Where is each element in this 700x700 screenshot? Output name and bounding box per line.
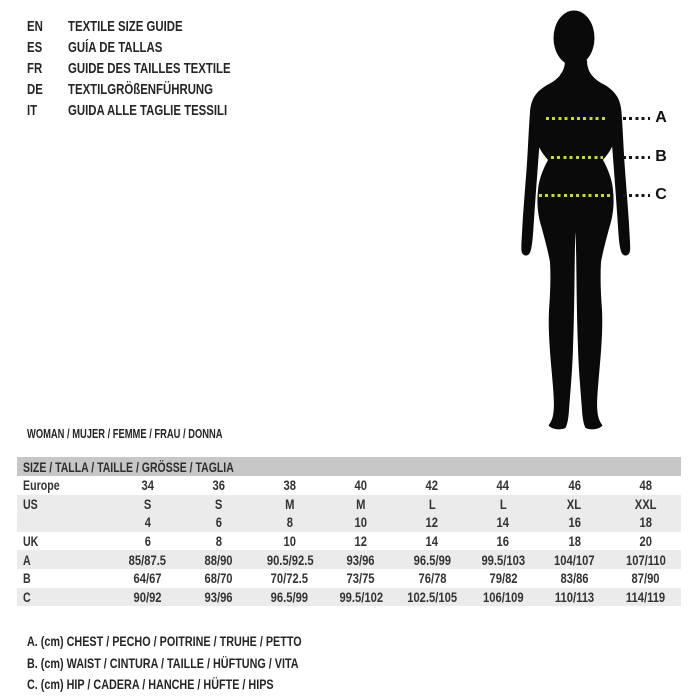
size-cell: 44 bbox=[496, 477, 510, 494]
chest-marker-label: A bbox=[655, 109, 667, 126]
language-code: DE bbox=[27, 81, 43, 98]
guide-title: TEXTILE SIZE GUIDE bbox=[68, 18, 183, 35]
size-cell: 18 bbox=[568, 533, 581, 550]
row-label-cell: C bbox=[23, 588, 31, 605]
size-cell: 18 bbox=[639, 514, 652, 531]
size-cell: 106/109 bbox=[482, 588, 524, 605]
language-row bbox=[27, 16, 282, 37]
row-label-cell: UK bbox=[23, 533, 39, 550]
legend-item-waist: B. (cm) WAIST / CINTURA / TAILLE / HÜFTUNG / VITA bbox=[27, 655, 299, 671]
size-cell: 90.5/92.5 bbox=[266, 551, 314, 568]
size-cell: XXL bbox=[634, 495, 657, 512]
size-cell: 8 bbox=[286, 514, 293, 531]
size-table-header-label: SIZE / TALLA / TAILLE / GRÖSSE / TAGLIA bbox=[23, 458, 234, 475]
size-cell: 42 bbox=[425, 477, 439, 494]
waist-line-extension bbox=[623, 156, 650, 159]
language-code: ES bbox=[27, 39, 43, 56]
size-cell: 38 bbox=[283, 477, 297, 494]
language-row bbox=[27, 100, 282, 121]
table-row-us bbox=[17, 495, 681, 514]
size-cell: 76/78 bbox=[418, 570, 447, 587]
size-cell: 104/107 bbox=[554, 551, 595, 568]
size-cell: 4 bbox=[144, 514, 151, 531]
size-cell: 73/75 bbox=[346, 570, 375, 587]
waist-line-on-body bbox=[551, 156, 603, 159]
legend-item-hip: C. (cm) HIP / CADERA / HANCHE / HÜFTE / HIPS bbox=[27, 676, 274, 692]
measurement-legend bbox=[27, 631, 370, 695]
size-cell: S bbox=[143, 495, 152, 512]
row-label-cell: Europe bbox=[23, 477, 60, 494]
waist-marker-label: B bbox=[655, 148, 667, 165]
section-title: WOMAN / MUJER / FEMME / FRAU / DONNA bbox=[27, 426, 223, 441]
size-cell: 68/70 bbox=[204, 570, 233, 587]
size-cell: 88/90 bbox=[204, 551, 233, 568]
table-row-uk bbox=[17, 532, 681, 551]
size-cell: 14 bbox=[425, 533, 439, 550]
table-row-waist-cm bbox=[17, 569, 681, 588]
hip-marker-label: C bbox=[655, 186, 667, 203]
guide-title: GUÍA DE TALLAS bbox=[68, 39, 163, 56]
size-cell: 114/119 bbox=[625, 588, 666, 605]
size-cell: 40 bbox=[354, 477, 368, 494]
size-cell: 10 bbox=[354, 514, 368, 531]
size-cell: 34 bbox=[141, 477, 154, 494]
language-row bbox=[27, 79, 282, 100]
size-cell: 16 bbox=[496, 533, 510, 550]
language-code: EN bbox=[27, 18, 43, 35]
size-cell: 83/86 bbox=[560, 570, 589, 587]
table-row-chest-cm bbox=[17, 550, 681, 569]
size-cell: L bbox=[499, 495, 507, 512]
legend-item-chest: A. (cm) CHEST / PECHO / POITRINE / TRUHE / PETTO bbox=[27, 634, 302, 650]
chest-line-on-body bbox=[546, 117, 608, 120]
language-code: FR bbox=[27, 60, 43, 77]
size-cell: 87/90 bbox=[631, 570, 660, 587]
row-label-cell: A bbox=[23, 551, 31, 568]
hip-line-extension bbox=[623, 194, 650, 197]
table-row-hip-cm bbox=[17, 588, 681, 607]
size-cell: 79/82 bbox=[489, 570, 518, 587]
size-cell: 99.5/103 bbox=[481, 551, 525, 568]
language-list bbox=[27, 16, 282, 121]
row-label-cell: B bbox=[23, 570, 31, 587]
language-code: IT bbox=[27, 102, 38, 119]
guide-title: GUIDE DES TAILLES TEXTILE bbox=[68, 60, 231, 77]
size-cell: 64/67 bbox=[133, 570, 162, 587]
size-cell: L bbox=[428, 495, 436, 512]
size-cell: 14 bbox=[496, 514, 510, 531]
size-cell: 102.5/105 bbox=[407, 588, 457, 605]
size-cell: M bbox=[356, 495, 366, 512]
chest-line-extension bbox=[623, 117, 650, 120]
size-cell: 12 bbox=[354, 533, 368, 550]
language-row bbox=[27, 37, 282, 58]
size-cell: 10 bbox=[283, 533, 297, 550]
size-cell: 96.5/99 bbox=[413, 551, 451, 568]
size-cell: 12 bbox=[425, 514, 439, 531]
language-row bbox=[27, 58, 282, 79]
size-cell: 8 bbox=[215, 533, 222, 550]
table-row-europe bbox=[17, 476, 681, 495]
size-cell: 110/113 bbox=[554, 588, 594, 605]
size-table-header bbox=[17, 457, 681, 476]
size-cell: 48 bbox=[639, 477, 652, 494]
size-table bbox=[17, 457, 681, 606]
size-cell: 99.5/102 bbox=[339, 588, 383, 605]
size-cell: 36 bbox=[212, 477, 225, 494]
figure-panel bbox=[490, 8, 685, 432]
hip-line-on-body bbox=[539, 194, 613, 197]
size-cell: 6 bbox=[144, 533, 151, 550]
size-cell: 90/92 bbox=[133, 588, 162, 605]
row-label-cell: US bbox=[23, 495, 38, 512]
row-label-cell bbox=[17, 514, 112, 530]
size-cell: 20 bbox=[639, 533, 652, 550]
table-row-us-numeric bbox=[17, 513, 681, 532]
size-cell: XL bbox=[567, 495, 582, 512]
size-cell: 70/72.5 bbox=[271, 570, 309, 587]
size-cell: 93/96 bbox=[346, 551, 375, 568]
size-cell: 16 bbox=[568, 514, 581, 531]
guide-title: GUIDA ALLE TAGLIE TESSILI bbox=[68, 102, 228, 119]
size-cell: 93/96 bbox=[204, 588, 233, 605]
woman-silhouette bbox=[490, 8, 660, 432]
size-cell: S bbox=[214, 495, 223, 512]
size-cell: 46 bbox=[568, 477, 581, 494]
size-cell: 107/110 bbox=[625, 551, 666, 568]
size-cell: M bbox=[285, 495, 295, 512]
size-cell: 85/87.5 bbox=[128, 551, 167, 568]
guide-title: TEXTILGRÖßENFÜHRUNG bbox=[68, 81, 214, 98]
size-cell: 6 bbox=[215, 514, 222, 531]
size-cell: 96.5/99 bbox=[271, 588, 309, 605]
